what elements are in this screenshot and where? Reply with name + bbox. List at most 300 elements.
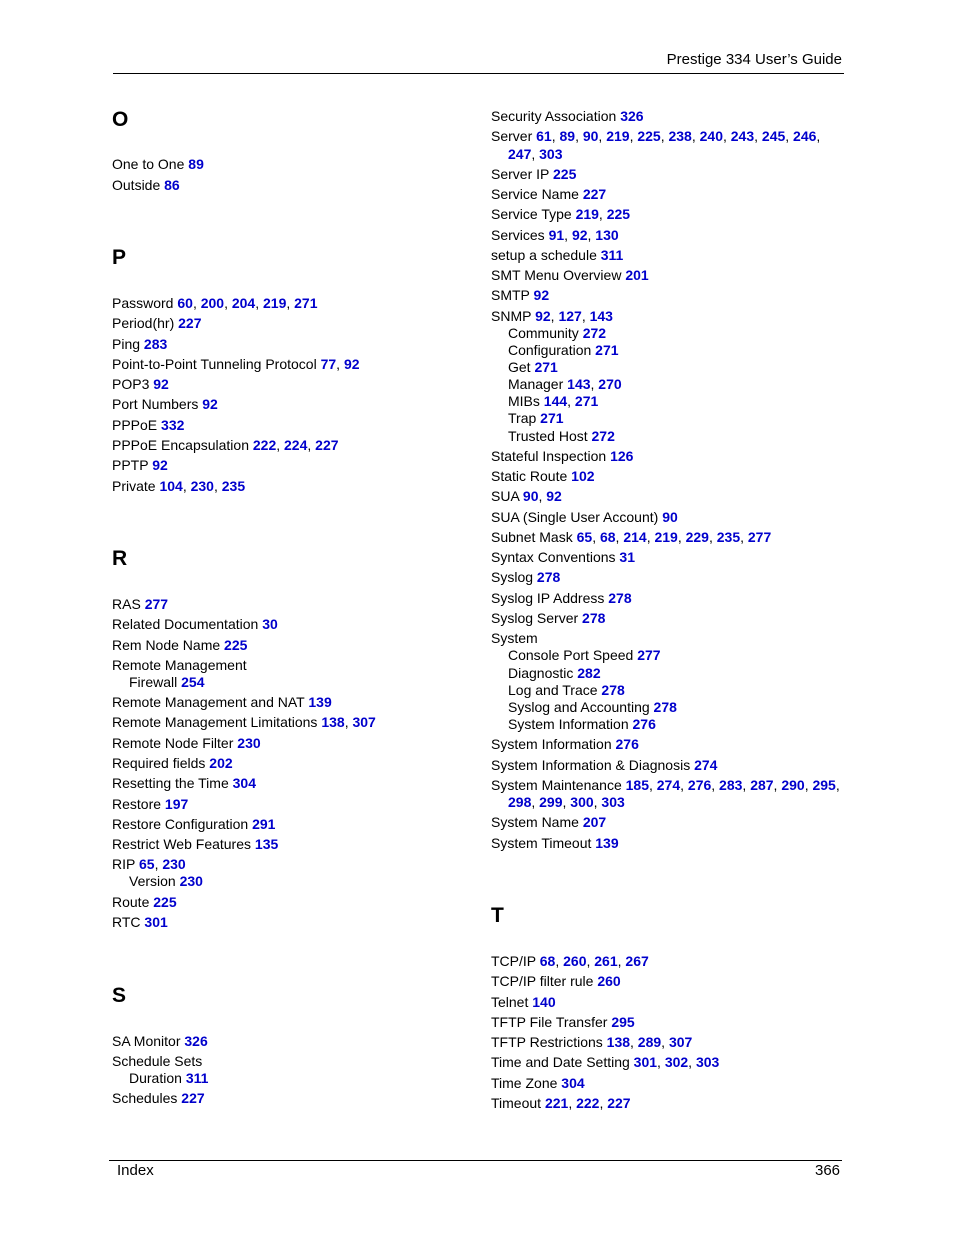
index-term: System Maintenance [491,777,622,793]
index-term: SA Monitor [112,1033,181,1049]
page-link[interactable]: 283 [719,777,743,793]
page-link[interactable]: 299 [539,794,563,810]
page-link[interactable]: 303 [539,146,563,162]
index-entry [112,775,256,792]
index-term: Port Numbers [112,396,199,412]
index-entry [112,478,245,495]
page-link[interactable]: 235 [716,529,741,545]
index-term: Telnet [491,994,529,1010]
page-link[interactable]: 126 [610,448,634,464]
page-separator: , [154,856,163,872]
page-link[interactable]: 254 [181,674,205,690]
index-subentry [491,359,558,376]
page-link[interactable]: 225 [606,206,631,222]
page-link[interactable]: 302 [664,1054,689,1070]
page-separator: , [629,128,638,144]
index-entry [491,509,678,526]
page-link[interactable]: 283 [143,336,168,352]
page-link[interactable]: 311 [185,1070,209,1086]
page-separator: , [773,777,782,793]
index-term: TCP/IP [491,953,536,969]
page-separator: , [307,437,316,453]
page-link[interactable]: 65 [576,529,593,545]
page-link[interactable]: 303 [695,1054,720,1070]
page-separator: , [192,295,201,311]
page-link[interactable]: 304 [232,775,256,791]
page-separator: , [182,478,191,494]
index-term: SNMP [491,308,532,324]
page-number: 366 [815,1162,841,1179]
page-link[interactable]: 307 [352,714,376,730]
index-term: Time and Date Setting [491,1054,630,1070]
page-link[interactable]: 89 [188,156,204,172]
page-link[interactable]: 274 [694,757,718,773]
page-link[interactable]: 227 [582,186,607,202]
page-separator: , [255,295,263,311]
page-link[interactable]: 92 [546,488,562,504]
index-term: System Information [491,736,612,752]
page-link[interactable]: 311 [600,247,624,263]
page-separator: , [804,777,813,793]
page-link[interactable]: 138 [321,714,345,730]
page-link[interactable]: 260 [563,953,587,969]
index-entry [491,630,538,647]
index-term: Private [112,478,156,494]
index-entry [112,816,275,833]
index-subentry [491,342,619,359]
index-subentry [491,665,601,682]
page-separator: , [598,206,607,222]
index-term: Subnet Mask [491,529,573,545]
page-link[interactable]: 30 [262,616,278,632]
page-link[interactable]: 92 [152,457,168,473]
page-link[interactable]: 230 [179,873,203,889]
page-link[interactable]: 303 [601,794,625,810]
page-link[interactable]: 235 [221,478,246,494]
page-separator: , [564,227,572,243]
index-subentry [491,410,564,427]
page-link[interactable]: 227 [607,1095,631,1111]
index-entry [491,549,635,566]
page-link[interactable]: 271 [534,359,558,375]
page-link[interactable]: 201 [625,267,649,283]
page-link[interactable]: 140 [532,994,556,1010]
page-link[interactable]: 230 [237,735,261,751]
page-separator: , [661,1034,669,1050]
section-letter: S [112,984,127,1007]
page-link[interactable]: 104 [159,478,183,494]
page-link[interactable]: 86 [164,177,180,193]
index-subentry [491,699,677,716]
page-link[interactable]: 224 [284,437,308,453]
index-subterm: Get [508,359,531,375]
page-link[interactable]: 200 [200,295,225,311]
index-term: POP3 [112,376,150,392]
page-link[interactable]: 326 [184,1033,208,1049]
index-subterm: Firewall [129,674,178,690]
index-term: Security Association [491,108,617,124]
index-subterm: Syslog and Accounting [508,699,650,715]
index-entry [112,735,261,752]
page-link[interactable]: 295 [812,777,836,793]
page-separator: , [555,953,564,969]
page-link[interactable]: 278 [536,569,561,585]
index-term: Server IP [491,166,550,182]
index-entry [491,953,649,970]
index-entry [112,315,202,332]
page-link[interactable]: 271 [574,393,599,409]
index-entry [491,590,632,607]
index-term: Schedules [112,1090,178,1106]
page-link[interactable]: 91 [548,227,565,243]
page-link[interactable]: 247 [508,146,532,162]
page-separator: , [754,128,762,144]
page-link[interactable]: 261 [594,953,618,969]
page-link[interactable]: 127 [558,308,582,324]
index-entry [491,529,771,546]
index-term: SMT Menu Overview [491,267,622,283]
index-entry [491,736,639,753]
index-term: System Timeout [491,835,592,851]
index-entry [491,814,606,831]
page-link[interactable]: 274 [656,777,681,793]
index-entry [112,836,278,853]
running-header-title: Prestige 334 User’s Guide [666,51,842,68]
page-separator: , [581,308,590,324]
index-subterm: MIBs [508,393,540,409]
page-link[interactable]: 219 [606,128,630,144]
page-link[interactable]: 90 [582,128,599,144]
page-link[interactable]: 276 [615,736,639,752]
page-link[interactable]: 272 [582,325,607,341]
index-term: Rem Node Name [112,637,221,653]
page-link[interactable]: 92 [202,396,218,412]
page-separator: , [550,308,559,324]
page-link[interactable]: 225 [153,894,177,910]
index-entry-continuation [491,146,563,163]
index-term: setup a schedule [491,247,597,263]
index-subterm: System Information [508,716,629,732]
index-term: TCP/IP filter rule [491,973,594,989]
index-subterm: Version [129,873,176,889]
page-link[interactable]: 326 [620,108,644,124]
index-entry [491,488,562,505]
page-separator: , [722,128,731,144]
index-term: PPPoE Encapsulation [112,437,249,453]
page-separator: , [336,356,344,372]
index-subentry [491,376,622,393]
page-link[interactable]: 332 [161,417,185,433]
page-separator: , [587,227,596,243]
index-entry [112,295,318,312]
page-separator: , [677,529,686,545]
index-entry [491,1054,719,1071]
page-separator: , [344,714,353,730]
index-subentry [491,325,606,342]
page-link[interactable]: 68 [539,953,556,969]
page-link[interactable]: 271 [540,410,564,426]
page-separator: , [551,128,560,144]
page-link[interactable]: 243 [730,128,755,144]
page-separator: , [598,128,607,144]
index-entry [491,1014,635,1031]
index-term: Remote Management [112,657,247,673]
index-term: RTC [112,914,141,930]
index-entry [112,417,184,434]
page-link[interactable]: 130 [595,227,619,243]
page-link[interactable]: 270 [598,376,622,392]
page-separator: , [742,777,751,793]
index-term: System Information & Diagnosis [491,757,691,773]
index-term: Schedule Sets [112,1053,203,1069]
page-link[interactable]: 225 [637,128,661,144]
page-separator: , [835,777,840,793]
index-term: Syslog IP Address [491,590,605,606]
page-separator: , [615,529,624,545]
index-term: Static Route [491,468,568,484]
page-link[interactable]: 276 [687,777,712,793]
page-link[interactable]: 271 [595,342,619,358]
page-link[interactable]: 143 [589,308,613,324]
page-link[interactable]: 300 [570,794,594,810]
page-link[interactable]: 301 [144,914,168,930]
page-link[interactable]: 295 [611,1014,635,1030]
page-link[interactable]: 225 [553,166,577,182]
index-term: Remote Management and NAT [112,694,305,710]
page-link[interactable]: 301 [633,1054,658,1070]
page-link[interactable]: 304 [561,1075,585,1091]
page-link[interactable]: 221 [544,1095,569,1111]
index-term: Timeout [491,1095,542,1111]
index-term: TFTP Restrictions [491,1034,603,1050]
index-entry [112,336,167,353]
page-separator: , [785,128,794,144]
index-term: Resetting the Time [112,775,229,791]
index-subterm: Duration [129,1070,182,1086]
index-entry [491,777,840,794]
index-term: Outside [112,177,161,193]
page-separator: , [657,1054,665,1070]
page-separator: , [567,393,575,409]
page-link[interactable]: 92 [533,287,550,303]
page-link[interactable]: 227 [178,315,202,331]
index-subterm: Console Port Speed [508,647,634,663]
page-link[interactable]: 144 [543,393,568,409]
page-separator: , [531,146,540,162]
index-term: RIP [112,856,136,872]
page-link[interactable]: 246 [793,128,817,144]
page-link[interactable]: 298 [508,794,532,810]
page-separator: , [617,953,626,969]
index-entry [112,637,247,654]
index-entry [491,108,644,125]
page-link[interactable]: 92 [153,376,169,392]
page-link[interactable]: 202 [209,755,233,771]
page-link[interactable]: 271 [294,295,318,311]
page-link[interactable]: 282 [577,665,601,681]
page-separator: , [593,794,602,810]
page-separator: , [224,295,232,311]
index-subterm: Trusted Host [508,428,588,444]
page-separator: , [646,529,655,545]
index-term: SUA [491,488,520,504]
page-link[interactable]: 92 [343,356,360,372]
page-link[interactable]: 92 [571,227,588,243]
index-term: Service Type [491,206,572,222]
page-link[interactable]: 238 [668,128,692,144]
index-entry [112,437,339,454]
index-term: PPPoE [112,417,158,433]
page-link[interactable]: 230 [190,478,214,494]
page-link[interactable]: 65 [138,856,155,872]
index-entry [491,448,633,465]
index-entry [112,1033,208,1050]
page-link[interactable]: 89 [559,128,576,144]
page-separator: , [599,1095,608,1111]
page-link[interactable]: 276 [632,716,656,732]
page-link[interactable]: 185 [625,777,649,793]
index-entry [112,356,360,373]
page-link[interactable]: 138 [606,1034,631,1050]
index-term: RAS [112,596,141,612]
index-entry [491,610,605,627]
page-separator: , [688,1054,696,1070]
index-subterm: Manager [508,376,564,392]
index-entry [491,128,820,145]
page-link[interactable]: 229 [685,529,709,545]
index-entry [112,376,169,393]
page-link[interactable]: 277 [144,596,169,612]
page-link[interactable]: 290 [781,777,805,793]
page-link[interactable]: 278 [582,610,606,626]
page-link[interactable]: 139 [595,835,619,851]
page-separator: , [568,1095,577,1111]
page-link[interactable]: 31 [619,549,635,565]
index-term: TFTP File Transfer [491,1014,608,1030]
page-link[interactable]: 222 [576,1095,600,1111]
page-link[interactable]: 307 [668,1034,693,1050]
index-term: Route [112,894,150,910]
page-link[interactable]: 227 [315,437,339,453]
index-entry [112,856,186,873]
index-entry [112,457,168,474]
index-entry [112,396,218,413]
index-term: Stateful Inspection [491,448,607,464]
page-link[interactable]: 68 [599,529,616,545]
page-link[interactable]: 90 [522,488,539,504]
page-link[interactable]: 277 [637,647,661,663]
page-link[interactable]: 219 [575,206,599,222]
index-term: PPTP [112,457,149,473]
index-entry [491,166,576,183]
page-link[interactable]: 278 [653,699,677,715]
page-link[interactable]: 102 [571,468,595,484]
page-link[interactable]: 197 [164,796,189,812]
index-entry [112,657,247,674]
index-entry [112,694,332,711]
page-link[interactable]: 90 [662,509,678,525]
page-link[interactable]: 260 [597,973,621,989]
index-subterm: Community [508,325,579,341]
page-link[interactable]: 214 [623,529,647,545]
page-link[interactable]: 272 [591,428,615,444]
page-separator: , [816,128,821,144]
page-link[interactable]: 225 [224,637,248,653]
index-entry [491,206,630,223]
page-link[interactable]: 240 [699,128,723,144]
index-subentry [112,674,204,691]
index-subentry [491,682,625,699]
footer-rule [109,1160,842,1161]
page-link[interactable]: 139 [308,694,332,710]
page-link[interactable]: 92 [535,308,551,324]
page-link[interactable]: 278 [608,590,632,606]
index-entry [491,247,623,264]
index-term: Restore Configuration [112,816,249,832]
index-entry [112,914,168,931]
page-link[interactable]: 204 [231,295,256,311]
page-separator: , [648,777,657,793]
index-subentry [112,873,203,890]
page-link[interactable]: 245 [761,128,786,144]
index-term: Related Documentation [112,616,259,632]
index-entry [491,1075,585,1092]
page-separator: , [276,437,285,453]
index-term: SUA (Single User Account) [491,509,659,525]
index-subentry [491,393,598,410]
page-link[interactable]: 60 [177,295,193,311]
page-link[interactable]: 207 [582,814,607,830]
page-link[interactable]: 267 [625,953,649,969]
section-letter: R [112,547,128,570]
index-subentry [112,1070,208,1087]
page-link[interactable]: 135 [254,836,279,852]
page-link[interactable]: 287 [750,777,774,793]
page-link[interactable]: 291 [252,816,276,832]
page-link[interactable]: 227 [181,1090,205,1106]
page-separator: , [711,777,720,793]
page-link[interactable]: 278 [601,682,625,698]
page-link[interactable]: 222 [252,437,277,453]
index-entry [491,287,549,304]
index-term: System [491,630,538,646]
footer-section-label: Index [117,1162,154,1179]
index-entry [112,156,204,173]
section-letter: P [112,246,127,269]
index-term: Syslog [491,569,534,585]
index-entry [491,973,621,990]
page-link[interactable]: 230 [162,856,186,872]
page-link[interactable]: 61 [536,128,552,144]
index-entry [112,796,188,813]
page-link[interactable]: 289 [637,1034,662,1050]
page-separator: , [213,478,222,494]
index-entry [112,1053,202,1070]
index-term: Remote Management Limitations [112,714,318,730]
page-separator: , [590,376,599,392]
page-link[interactable]: 277 [747,529,772,545]
page-link[interactable]: 219 [654,529,678,545]
index-entry [491,468,595,485]
page-link[interactable]: 143 [567,376,591,392]
index-subterm: Trap [508,410,537,426]
page-link[interactable]: 77 [320,356,337,372]
index-entry [491,227,619,244]
index-term: Password [112,295,174,311]
index-term: Point-to-Point Tunneling Protocol [112,356,317,372]
index-entry [491,1034,692,1051]
page-link[interactable]: 219 [263,295,287,311]
